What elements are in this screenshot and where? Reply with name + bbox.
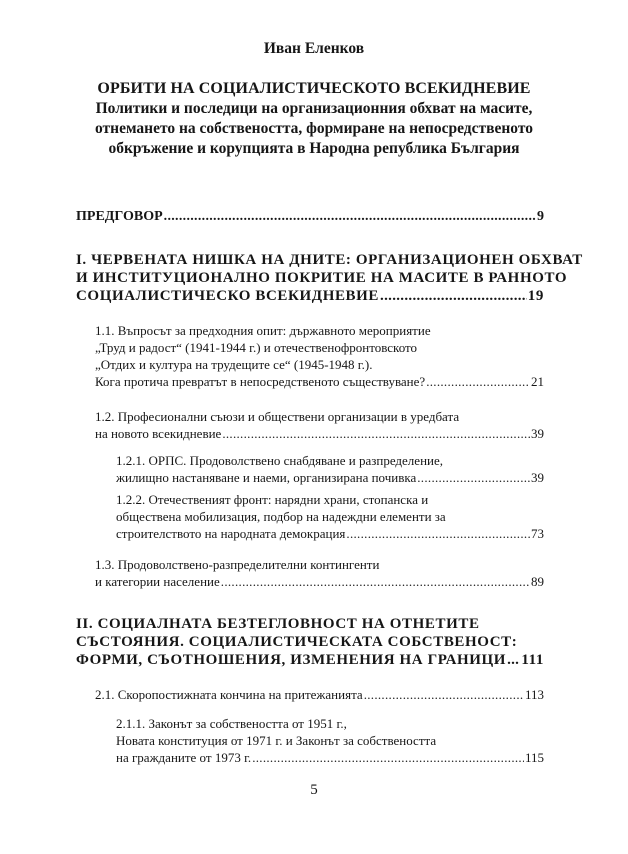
- toc-2-1-1-line-2: Новата конституция от 1971 г. и Законът за собствеността: [116, 733, 437, 748]
- dot-leader: [426, 374, 530, 390]
- toc-entry-1-2-2[interactable]: [116, 526, 544, 542]
- dot-leader: [221, 574, 530, 590]
- toc-entry-1-3[interactable]: [95, 574, 544, 590]
- toc-page: 115: [524, 750, 544, 765]
- subtitle-line-2: отнемането на собствеността, формиране на непосредственото: [94, 120, 534, 137]
- toc-2-1-1-line-1: 2.1.1. Законът за собствеността от 1951 г.,: [116, 716, 347, 731]
- dot-leader: [364, 687, 524, 703]
- toc-label: ФОРМИ, СЪОТНОШЕНИЯ, ИЗМЕНЕНИЯ НА ГРАНИЦИ: [76, 652, 507, 668]
- dot-leader: [222, 426, 530, 442]
- toc-1-1-line-2: „Труд и радост“ (1941-1944 г.) и отечественофронтовското: [95, 340, 418, 355]
- toc-entry-part2[interactable]: [76, 652, 544, 669]
- dot-leader: [346, 526, 530, 542]
- toc-1-2-line-1: 1.2. Професионални съюзи и обществени организации в уредбата: [95, 409, 460, 424]
- toc-1-2-2-line-2: обществена мобилизация, подбор на надеждни елементи за: [116, 509, 446, 524]
- toc-part1-line-2: И ИНСТИТУЦИОНАЛНО ПОКРИТИЕ НА МАСИТЕ В РАННОТО: [76, 270, 568, 286]
- book-title: ОРБИТИ НА СОЦИАЛИСТИЧЕСКОТО ВСЕКИДНЕВИЕ: [97, 80, 531, 97]
- toc-label: строителството на народната демокрация: [116, 526, 346, 541]
- dot-leader: [380, 288, 527, 305]
- dot-leader: [507, 652, 520, 669]
- author-name: Иван Еленков: [263, 40, 365, 57]
- toc-1-1-line-1: 1.1. Въпросът за предходния опит: държавното мероприятие: [95, 323, 431, 338]
- dot-leader: [164, 209, 536, 225]
- toc-page: 89: [531, 574, 544, 589]
- toc-entry-part1[interactable]: [76, 288, 544, 305]
- toc-1-2-1-line-1: 1.2.1. ОРПС. Продоволствено снабдяване и разпределение,: [116, 453, 443, 468]
- toc-1-2-2-line-1: 1.2.2. Отечественият фронт: нарядни храни, стопанска и: [116, 492, 429, 507]
- toc-page: 39: [531, 470, 544, 485]
- toc-label: и категории население: [95, 574, 220, 589]
- toc-label: на новото всекидневие: [95, 426, 222, 441]
- toc-page: 113: [524, 687, 544, 702]
- toc-label: на гражданите от 1973 г.: [116, 750, 252, 765]
- page-number: 5: [310, 782, 318, 798]
- toc-label: Кога протича превратът в непосредственото съществуване?: [95, 374, 426, 389]
- toc-entry-1-1[interactable]: [95, 374, 544, 390]
- toc-entry-2-1[interactable]: [95, 687, 544, 703]
- subtitle-line-3: обкръжение и корупцията в Народна република България: [108, 140, 520, 157]
- toc-entry-2-1-1[interactable]: [116, 750, 544, 766]
- subtitle-line-1: Политики и последици на организационния обхват на масите,: [95, 100, 533, 117]
- toc-page: 73: [531, 526, 544, 541]
- toc-page: 21: [531, 374, 544, 389]
- toc-label: СОЦИАЛИСТИЧЕСКО ВСЕКИДНЕВИЕ: [76, 288, 380, 304]
- toc-page: 39: [531, 426, 544, 441]
- toc-1-1-line-3: „Отдих и култура на трудещите се“ (1945-1948 г.).: [95, 357, 373, 372]
- toc-entry-1-2-1[interactable]: [116, 470, 544, 486]
- toc-part2-line-2: СЪСТОЯНИЯ. СОЦИАЛИСТИЧЕСКАТА СОБСТВЕНОСТ:: [76, 634, 518, 650]
- toc-label: ПРЕДГОВОР: [76, 209, 163, 224]
- toc-entry-preface[interactable]: [76, 209, 544, 225]
- toc-page: 111: [521, 652, 544, 668]
- toc-label: жилищно настаняване и наеми, организирана почивка: [116, 470, 417, 485]
- dot-leader: [252, 750, 524, 766]
- toc-entry-1-2[interactable]: [95, 426, 544, 442]
- toc-page: 9: [537, 209, 544, 224]
- toc-page: 19: [527, 288, 544, 304]
- toc-part2-line-1: II. СОЦИАЛНАТА БЕЗТЕГЛОВНОСТ НА ОТНЕТИТЕ: [76, 616, 480, 632]
- toc-part1-line-1: I. ЧЕРВЕНАТА НИШКА НА ДНИТЕ: ОРГАНИЗАЦИОНЕН ОБХВАТ: [76, 252, 583, 268]
- dot-leader: [417, 470, 530, 486]
- toc-label: 2.1. Скоропостижната кончина на притежанията: [95, 687, 363, 702]
- toc-1-3-line-1: 1.3. Продоволствено-разпределителни контингенти: [95, 557, 380, 572]
